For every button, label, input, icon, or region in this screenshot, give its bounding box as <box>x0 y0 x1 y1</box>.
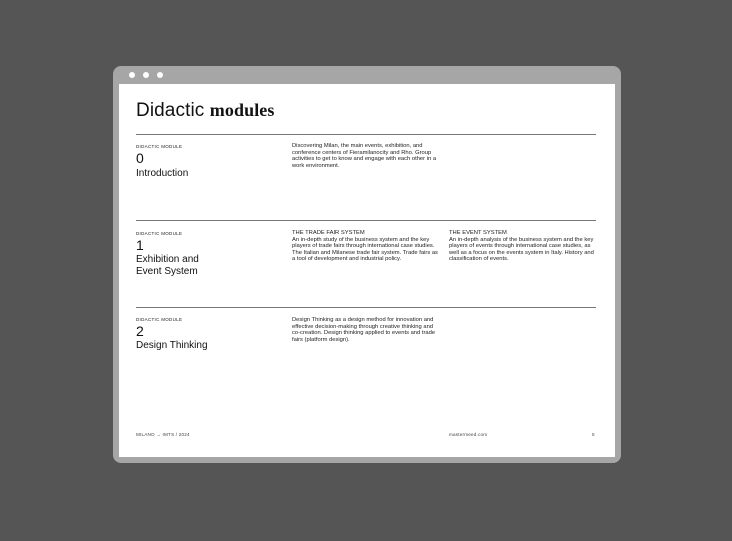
module-number: 0 <box>136 150 144 166</box>
page-number: 5 <box>592 432 595 437</box>
document-page <box>119 84 615 457</box>
module-description: Discovering Milan, the main events, exhibition, and conference centers of Fieramilanocity and Rho. Group activities to get to know and engage with each other in a work environment. <box>292 143 437 169</box>
module-description: Design Thinking as a design method for innovation and effective decision-making through creative thinking and co-creation. Design thinking applied to events and trade fairs (platform design). <box>292 317 436 343</box>
description-body: An in-depth analysis of the business system and the key players of events through international case studies, as well as a focus on the events system in Italy. History and classification of events. <box>449 236 594 263</box>
maximize-dot-icon[interactable] <box>157 72 163 78</box>
description-heading: THE TRADE FAIR SYSTEM <box>292 230 365 236</box>
close-dot-icon[interactable] <box>129 72 135 78</box>
title-plain: Didactic <box>136 100 205 121</box>
module-name: Introduction <box>136 168 189 179</box>
window-controls <box>129 72 163 78</box>
module-label: DIDACTIC MODULE <box>136 144 183 149</box>
footer-website: mastermeed.com <box>449 432 488 437</box>
divider <box>136 307 596 308</box>
title-emphasis: modules <box>209 100 275 120</box>
module-name: Exhibition and Event System <box>136 254 199 277</box>
module-description-event-system <box>449 230 594 263</box>
module-label: DIDACTIC MODULE <box>136 231 183 236</box>
minimize-dot-icon[interactable] <box>143 72 149 78</box>
divider <box>136 220 596 221</box>
description-body: An in-depth study of the business system and the key players of trade fairs through international case studies. The Italian and Milanese trade fair system. Trade fairs as a tool of development and industrial policy. <box>292 236 438 263</box>
module-label: DIDACTIC MODULE <box>136 317 183 322</box>
module-number: 2 <box>136 323 144 339</box>
description-heading: THE EVENT SYSTEM <box>449 230 507 236</box>
footer-location: MILANO → IMTS / 2024 <box>136 432 190 437</box>
module-description-trade-fair <box>292 230 442 263</box>
page-title <box>136 100 275 122</box>
module-number: 1 <box>136 237 144 253</box>
divider <box>136 134 596 135</box>
browser-window <box>113 66 621 463</box>
module-name: Design Thinking <box>136 340 208 351</box>
